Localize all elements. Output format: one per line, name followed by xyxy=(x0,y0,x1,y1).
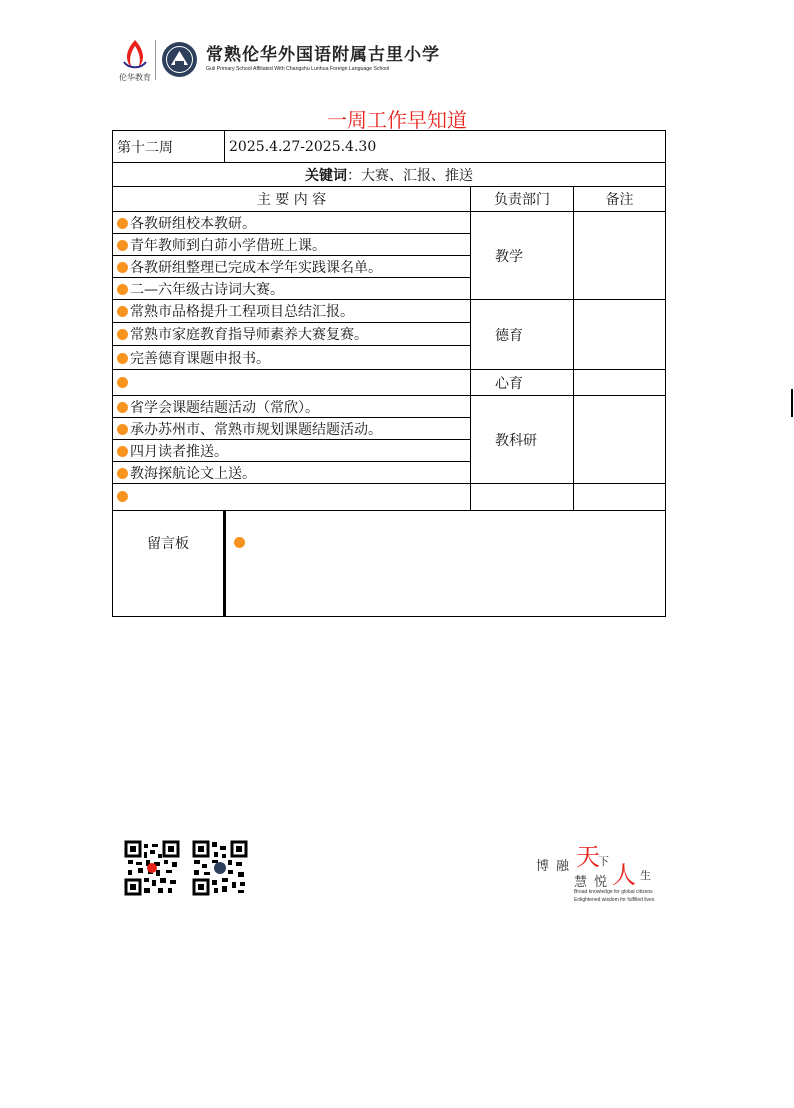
message-board-row xyxy=(113,511,666,617)
item-cell xyxy=(113,300,471,323)
bullet-icon xyxy=(117,306,128,317)
item-cell xyxy=(113,462,471,484)
table-row xyxy=(113,300,666,323)
item-cell xyxy=(113,346,471,370)
item-cell xyxy=(113,440,471,462)
item-text: 各教研组校本教研。 xyxy=(130,215,256,232)
note-cell xyxy=(574,370,666,396)
column-header-row xyxy=(113,187,666,212)
item-text: 各教研组整理已完成本学年实践课名单。 xyxy=(130,259,382,276)
keywords-row xyxy=(113,163,666,187)
message-board-label xyxy=(113,511,225,617)
dept-cell: 教科研 xyxy=(471,396,574,484)
message-board-content xyxy=(225,511,666,617)
keywords-cell xyxy=(113,163,666,187)
bullet-icon xyxy=(117,424,128,435)
slogan-char: 生 xyxy=(640,869,651,882)
note-cell xyxy=(574,396,666,484)
weekly-schedule-table xyxy=(112,130,666,617)
dept-header: 负责部门 xyxy=(471,187,574,212)
content-header: 主 要 内 容 xyxy=(113,187,471,212)
item-text: 常熟市品格提升工程项目总结汇报。 xyxy=(130,304,354,320)
item-text: 青年教师到白茆小学借班上课。 xyxy=(130,237,326,254)
school-name-cn: 常熟伦华外国语附属古里小学 xyxy=(206,45,440,65)
item-cell xyxy=(113,234,471,256)
bullet-icon xyxy=(117,402,128,413)
table-row xyxy=(113,370,666,396)
qr-code-icon xyxy=(124,840,180,896)
item-cell xyxy=(113,323,471,346)
bullet-icon xyxy=(117,446,128,457)
item-text: 四月读者推送。 xyxy=(130,443,228,460)
bullet-icon xyxy=(117,377,128,388)
keywords-sep: ： xyxy=(347,167,361,184)
item-text: 承办苏州市、常熟市规划课题结题活动。 xyxy=(130,421,382,438)
table-row xyxy=(113,396,666,418)
bullet-icon xyxy=(117,491,128,502)
table-row xyxy=(113,212,666,234)
item-cell xyxy=(113,212,471,234)
keywords-label: 关键词 xyxy=(305,167,347,184)
school-header xyxy=(118,38,448,82)
item-cell xyxy=(113,278,471,300)
week-row xyxy=(113,131,666,163)
logo-caption: 伦华教育 xyxy=(119,73,151,82)
week-dates: 2025.4.27-2025.4.30 xyxy=(225,131,666,163)
slogan-en-2: Enlightened wisdom for fulfilled lives xyxy=(574,897,655,903)
item-text: 省学会课题结题活动（常欣）。 xyxy=(130,399,319,416)
school-name-en: Guli Primary School Affiliated With Changshu Lunhua Foreign Language School xyxy=(206,66,390,72)
slogan-char: 博 xyxy=(536,859,550,874)
bullet-icon xyxy=(117,468,128,479)
slogan-char: 天 xyxy=(576,843,600,871)
text-cursor xyxy=(791,389,793,417)
week-label: 第十二周 xyxy=(113,131,225,163)
school-slogan xyxy=(536,835,681,907)
bullet-icon xyxy=(234,537,245,548)
qr-code-icon xyxy=(192,840,248,896)
dept-cell: 教学 xyxy=(471,212,574,300)
item-cell xyxy=(113,370,471,396)
logo-divider xyxy=(155,40,156,80)
bullet-icon xyxy=(117,329,128,340)
bullet-icon xyxy=(117,284,128,295)
school-emblem-icon xyxy=(161,41,198,78)
note-cell xyxy=(574,300,666,370)
item-text: 完善德育课题申报书。 xyxy=(130,350,270,367)
table-row xyxy=(113,484,666,511)
slogan-char: 下 xyxy=(598,855,609,868)
page-title: 一周工作早知道 xyxy=(327,108,467,132)
item-text: 二—六年级古诗词大赛。 xyxy=(130,281,284,298)
item-cell xyxy=(113,256,471,278)
bullet-icon xyxy=(117,240,128,251)
item-text: 常熟市家庭教育指导师素养大赛复赛。 xyxy=(130,327,368,343)
item-text: 教海探航论文上送。 xyxy=(130,465,256,482)
message-board-label-text: 留言板 xyxy=(147,536,189,552)
dept-cell: 心育 xyxy=(471,370,574,396)
item-cell xyxy=(113,396,471,418)
slogan-char: 人 xyxy=(612,861,636,889)
slogan-char: 慧 xyxy=(574,875,588,890)
item-cell xyxy=(113,484,471,511)
note-header: 备注 xyxy=(574,187,666,212)
slogan-en-1: Broad knowledge for global citizens xyxy=(574,889,653,895)
bullet-icon xyxy=(117,353,128,364)
dept-cell: 德育 xyxy=(471,300,574,370)
item-cell xyxy=(113,418,471,440)
note-cell xyxy=(574,484,666,511)
slogan-char: 悦 xyxy=(594,875,608,890)
keywords-value: 大赛、汇报、推送 xyxy=(361,167,473,184)
bullet-icon xyxy=(117,262,128,273)
bullet-icon xyxy=(117,218,128,229)
dept-cell xyxy=(471,484,574,511)
slogan-char: 融 xyxy=(556,859,570,874)
note-cell xyxy=(574,212,666,300)
